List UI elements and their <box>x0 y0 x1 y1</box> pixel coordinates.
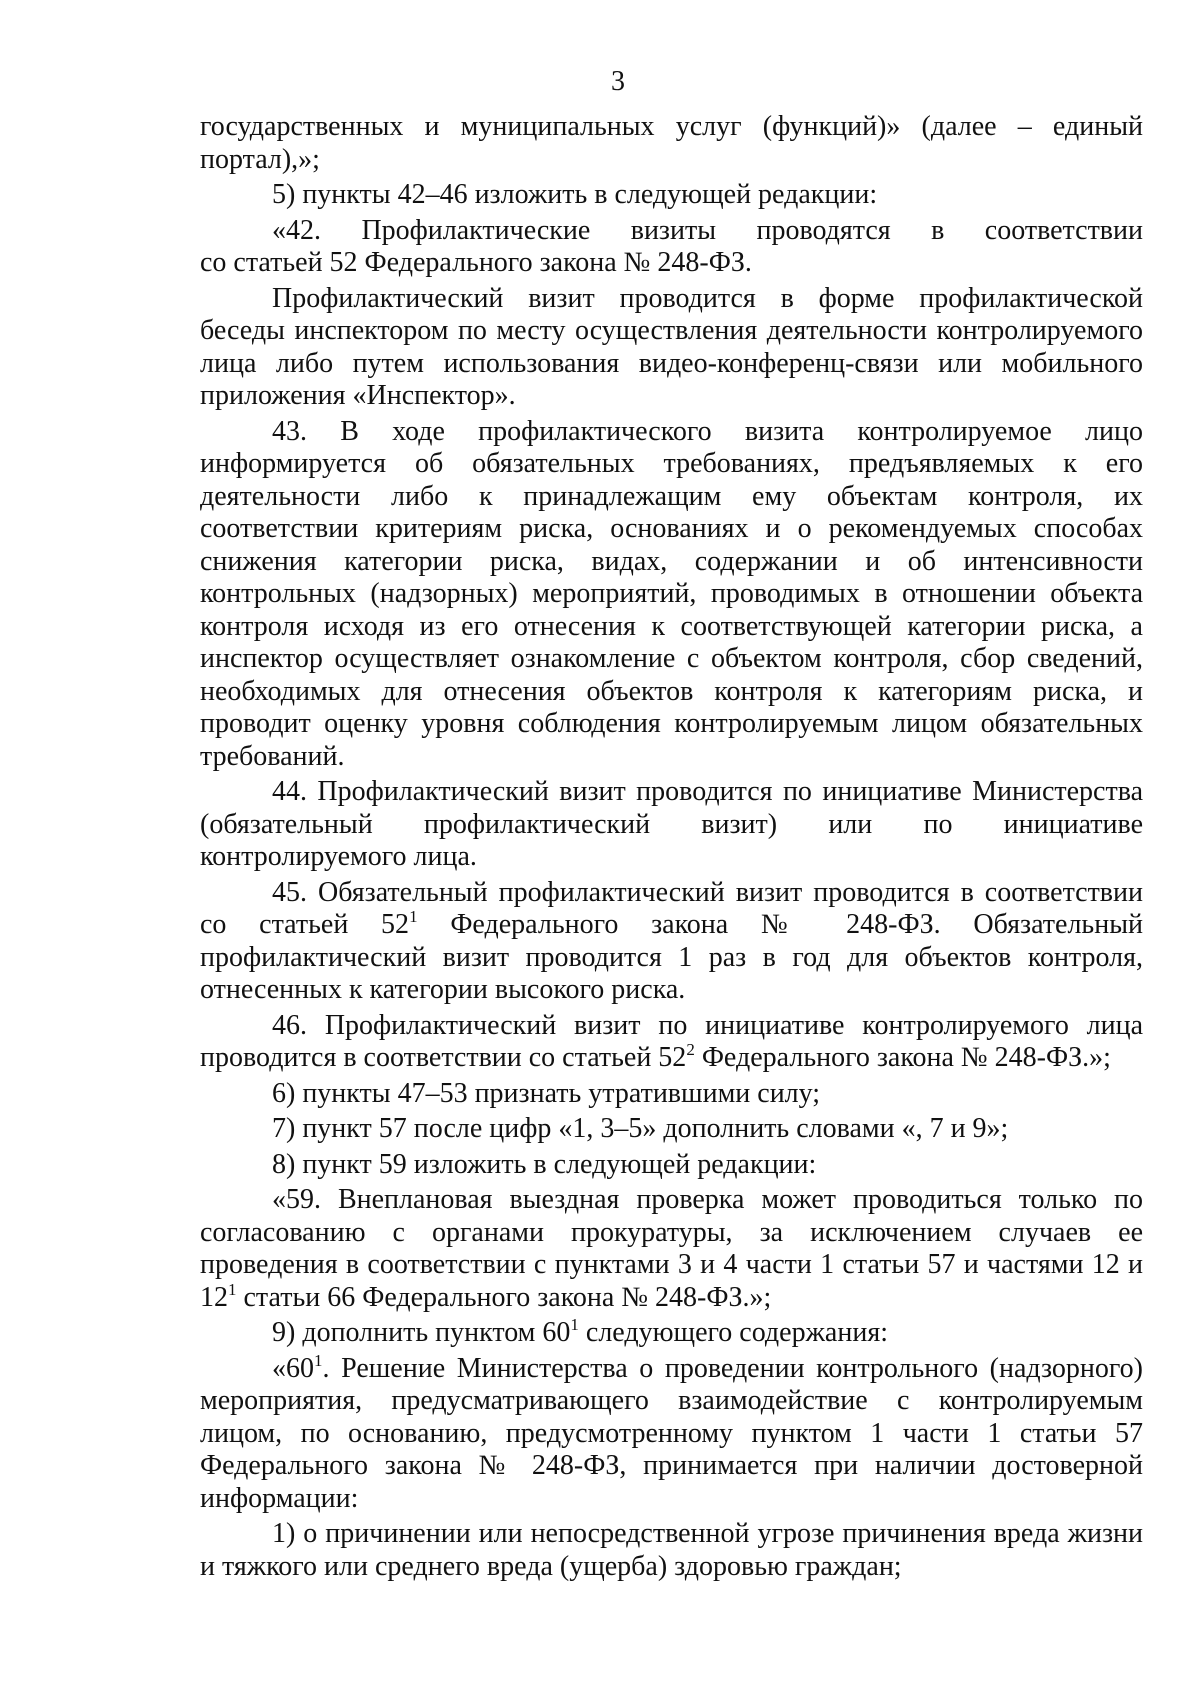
text-line: снижения категории риска, видах, содержании и об интенсивности <box>200 545 1143 577</box>
text-line: «$60^1$. Решение Министерства о проведении контрольного (надзорного) <box>272 1350 1143 1384</box>
text-line: информируется об обязательных требованиях, предъявляемых к его <box>200 448 1143 479</box>
text-line: государственных и муниципальных услуг (функций)» (далее – единый <box>200 111 1143 142</box>
text-line: проведения в соответствии с пунктами 3 и 4 части 1 статьи 57 и частями 12 и <box>200 1249 1143 1280</box>
text-line: беседы инспектором по месту осуществления деятельности контролируемого <box>200 315 1143 346</box>
text-line: 46. Профилактический визит по инициативе контролируемого лица <box>272 1009 1143 1041</box>
text-line: 44. Профилактический визит проводится по инициативе Министерства <box>272 776 1143 807</box>
text-line: контроля исходя из его отнесения к соответствующей категории риска, а <box>200 610 1143 642</box>
text-line: профилактический визит проводится 1 раз в год для объектов контроля, <box>200 941 1143 973</box>
text-line: требований. <box>200 740 345 772</box>
text-line: 9) дополнить пунктом $60^1$ следующего содержания: <box>272 1315 888 1348</box>
text-line: «59. Внеплановая выездная проверка может проводиться только по <box>272 1184 1143 1215</box>
text-line: 1) о причинении или непосредственной угрозе причинения вреда жизни <box>272 1518 1143 1549</box>
text-line: (обязательный профилактический визит) или по инициативе <box>200 808 1143 840</box>
text-line: мероприятия, предусматривающего взаимодействие с контролируемым <box>200 1385 1143 1416</box>
text-line: проводится в соответствии со статьей $52^2$ Федерального закона № 248-ФЗ.»; <box>200 1040 1111 1073</box>
text-line: соответствии критериям риска, основаниях и о рекомендуемых способах <box>200 513 1143 544</box>
text-line: Федерального закона № 248-ФЗ, принимается при наличии достоверной <box>200 1450 1143 1481</box>
text-line: деятельности либо к принадлежащим ему объектам контроля, их <box>200 480 1143 512</box>
text-line: Профилактический визит проводится в форме профилактической <box>272 282 1143 314</box>
text-line: приложения «Инспектор». <box>200 380 516 411</box>
text-line: необходимых для отнесения объектов контроля к категориям риска, и <box>200 675 1143 707</box>
text-line: и тяжкого или среднего вреда (ущерба) здоровью граждан; <box>200 1550 902 1582</box>
text-line: отнесенных к категории высокого риска. <box>200 974 686 1005</box>
text-line: 5) пункты 42–46 изложить в следующей редакции: <box>272 179 878 210</box>
text-line: лица либо путем использования видео-конференц-связи или мобильного <box>200 347 1143 379</box>
text-line: контролируемого лица. <box>200 841 477 872</box>
text-line: лицом, по основанию, предусмотренному пунктом 1 части 1 статьи 57 <box>200 1417 1143 1449</box>
text-line: со статьей 52 Федерального закона № 248-ФЗ. <box>200 247 752 278</box>
text-line: 6) пункты 47–53 признать утратившими силу; <box>272 1077 821 1109</box>
text-line: проводит оценку уровня соблюдения контролируемым лицом обязательных <box>200 708 1143 739</box>
text-line: 43. В ходе профилактического визита контролируемое лицо <box>272 415 1143 447</box>
text-line: информации: <box>200 1482 359 1514</box>
text-line: согласованию с органами прокуратуры, за исключением случаев ее <box>200 1216 1143 1248</box>
text-line: $12^1$ статьи 66 Федерального закона № 248-ФЗ.»; <box>200 1279 772 1313</box>
text-line: 45. Обязательный профилактический визит проводится в соответствии <box>272 876 1143 908</box>
text-line: со статьей $52^1$ Федерального закона № 248-ФЗ. Обязательный <box>200 907 1143 940</box>
text-line: контрольных (надзорных) мероприятий, проводимых в отношении объекта <box>200 578 1143 609</box>
document-body <box>200 111 1143 1583</box>
text-line: 7) пункт 57 после цифр «1, 3–5» дополнить словами «, 7 и 9»; <box>272 1113 1009 1144</box>
text-line: портал),»; <box>200 143 320 175</box>
page-number: 3 <box>611 66 625 97</box>
text-line: инспектор осуществляет ознакомление с объектом контроля, сбор сведений, <box>200 643 1143 674</box>
text-line: 8) пункт 59 изложить в следующей редакции: <box>272 1148 817 1180</box>
text-line: «42. Профилактические визиты проводятся в соответствии <box>272 214 1143 246</box>
